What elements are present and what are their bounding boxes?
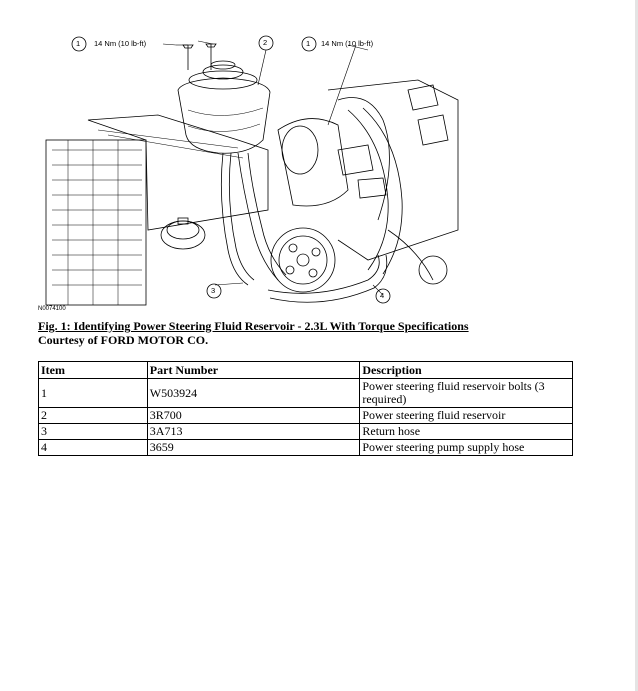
figure-code: N0074100 xyxy=(38,306,66,312)
header-description: Description xyxy=(360,362,573,379)
description-cell: Power steering pump supply hose xyxy=(360,440,573,456)
header-item: Item xyxy=(39,362,148,379)
header-part-number: Part Number xyxy=(147,362,360,379)
figure-credit: Courtesy of FORD MOTOR CO. xyxy=(38,333,209,347)
part-number-cell: 3R700 xyxy=(147,408,360,424)
torque-label-left: 14 Nm (10 lb-ft) xyxy=(94,39,147,48)
engine-diagram xyxy=(38,30,578,315)
callout-2: 2 xyxy=(263,38,268,47)
table-row xyxy=(39,424,573,440)
callout-1-left: 1 xyxy=(76,39,81,48)
description-cell: Power steering fluid reservoir bolts (3 required) xyxy=(360,379,573,408)
item-cell: 2 xyxy=(39,408,148,424)
item-cell: 3 xyxy=(39,424,148,440)
table-header-row xyxy=(39,362,573,379)
figure-title: Fig. 1: Identifying Power Steering Fluid Reservoir - 2.3L With Torque Specifications xyxy=(38,319,469,333)
item-cell: 4 xyxy=(39,440,148,456)
item-cell: 1 xyxy=(39,379,148,408)
part-number-cell: 3659 xyxy=(147,440,360,456)
callout-1-right: 1 xyxy=(306,39,311,48)
table-row xyxy=(39,379,573,408)
callout-3: 3 xyxy=(211,286,216,295)
torque-label-right: 14 Nm (10 lb-ft) xyxy=(321,39,374,48)
engine-illustration xyxy=(38,30,578,315)
table-row xyxy=(39,440,573,456)
description-cell: Power steering fluid reservoir xyxy=(360,408,573,424)
part-number-cell: W503924 xyxy=(147,379,360,408)
description-cell: Return hose xyxy=(360,424,573,440)
parts-table xyxy=(38,361,573,456)
part-number-cell: 3A713 xyxy=(147,424,360,440)
table-row xyxy=(39,408,573,424)
figure-caption xyxy=(38,319,469,347)
pump-pulley-shape xyxy=(271,228,335,292)
callout-4: 4 xyxy=(380,291,385,300)
